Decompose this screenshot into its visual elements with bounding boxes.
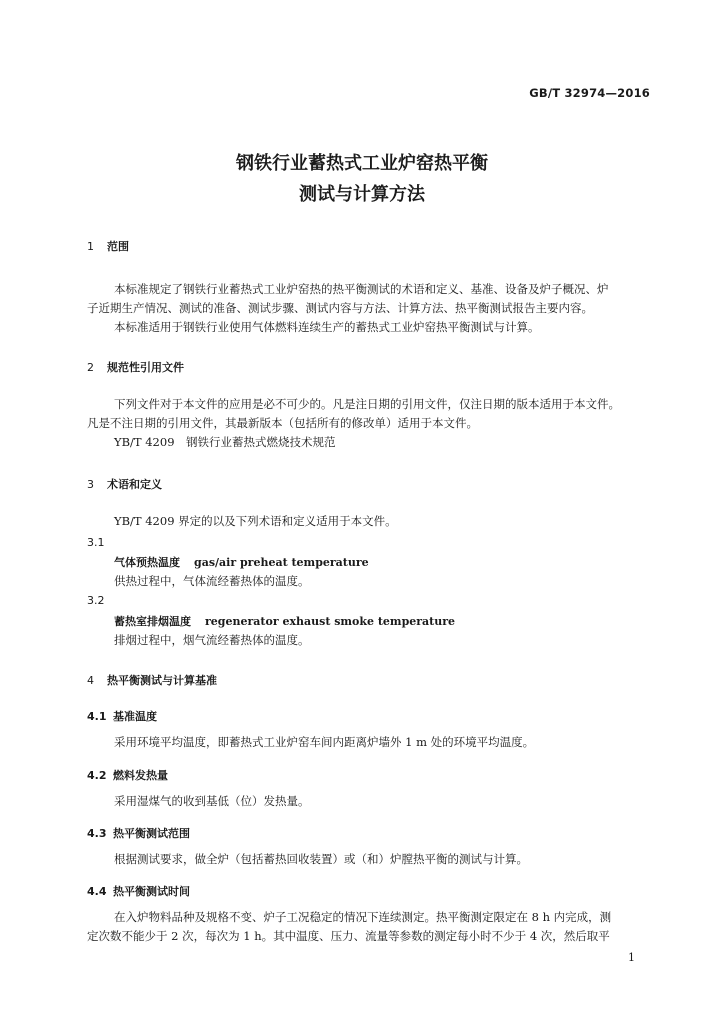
section-4-2-line: 采用湿煤气的收到基低（位）发热量。: [114, 794, 310, 808]
section-4-1-title: 基准温度: [113, 710, 157, 723]
section-2-p1-line-2: 凡是不注日期的引用文件，其最新版本（包括所有的修改单）适用于本文件。: [87, 416, 478, 430]
term-3-2-english: regenerator exhaust smoke temperature: [205, 615, 456, 628]
term-3-1: [114, 554, 369, 570]
section-3-heading: [87, 476, 162, 492]
section-4-2-heading: [87, 767, 168, 783]
section-2-number: 2: [87, 361, 94, 374]
section-4-3-heading: [87, 825, 190, 841]
section-4-4-line-2: 定次数不能少于 2 次，每次为 1 h。其中温度、压力、流量等参数的测定每小时不少于 4 次，然后取平: [87, 929, 610, 943]
term-3-1-chinese: 气体预热温度: [114, 556, 180, 569]
title-line-1: 钢铁行业蓄热式工业炉窑热平衡: [236, 153, 488, 174]
section-3-number: 3: [87, 478, 94, 491]
section-4-number: 4: [87, 674, 94, 687]
section-4-1-heading: [87, 708, 157, 724]
section-4-4-heading: [87, 883, 190, 899]
section-1-p1-line-1: 本标准规定了钢铁行业蓄热式工业炉窑热的热平衡测试的术语和定义、基准、设备及炉子概况、炉: [114, 282, 609, 296]
section-1-p1-line-2: 子近期生产情况、测试的准备、测试步骤、测试内容与方法、计算方法、热平衡测试报告主要内容。: [87, 301, 593, 315]
section-2-p1-line-1: 下列文件对于本文件的应用是必不可少的。凡是注日期的引用文件，仅注日期的版本适用于本文件。: [114, 397, 620, 411]
term-3-1-english: gas/air preheat temperature: [194, 556, 369, 569]
section-2-reference: [87, 433, 653, 452]
section-2-paragraph-1: [87, 395, 653, 433]
section-4-4-text: [87, 908, 653, 946]
term-3-1-definition: 供热过程中，气体流经蓄热体的温度。: [114, 574, 310, 588]
section-4-4-line-1: 在入炉物料品种及规格不变、炉子工况稳定的情况下连续测定。热平衡测定限定在 8 h 内完成，测: [114, 910, 612, 924]
page-number: 1: [628, 951, 635, 964]
section-4-3-text: [87, 850, 653, 869]
section-4-1-line: 采用环境平均温度，即蓄热式工业炉窑车间内距离炉墙外 1 m 处的环境平均温度。: [114, 735, 535, 749]
section-1-title: 范围: [107, 240, 129, 253]
section-1-paragraph-2: [87, 318, 653, 337]
section-2-title: 规范性引用文件: [107, 361, 184, 374]
term-3-1-id: 3.1: [87, 536, 105, 549]
section-3-title: 术语和定义: [107, 478, 162, 491]
section-4-2-title: 燃料发热量: [113, 769, 168, 782]
standard-code: GB/T 32974—2016: [529, 86, 650, 100]
section-4-1-number: 4.1: [87, 710, 107, 723]
section-4-4-title: 热平衡测试时间: [113, 885, 190, 898]
term-3-2-id: 3.2: [87, 594, 105, 607]
section-4-3-line: 根据测试要求，做全炉（包括蓄热回收装置）或（和）炉膛热平衡的测试与计算。: [114, 852, 528, 866]
document-title: [0, 148, 724, 210]
section-4-1-text: [87, 733, 653, 752]
term-3-2: [114, 613, 455, 629]
section-2-heading: [87, 359, 184, 375]
section-3-intro: [87, 512, 653, 531]
section-1-paragraph-1: [87, 280, 653, 318]
normative-reference-yb-t-4209: YB/T 4209 钢铁行业蓄热式燃烧技术规范: [114, 435, 336, 449]
section-1-number: 1: [87, 240, 94, 253]
section-1-heading: [87, 238, 129, 254]
section-1-p2-line: 本标准适用于钢铁行业使用气体燃料连续生产的蓄热式工业炉窑热平衡测试与计算。: [114, 320, 540, 334]
section-4-2-text: [87, 792, 653, 811]
section-4-title: 热平衡测试与计算基准: [107, 674, 217, 687]
term-3-2-definition: 排烟过程中，烟气流经蓄热体的温度。: [114, 633, 310, 647]
section-4-heading: [87, 672, 217, 688]
section-4-2-number: 4.2: [87, 769, 107, 782]
section-3-intro-line: YB/T 4209 界定的以及下列术语和定义适用于本文件。: [114, 514, 397, 528]
section-4-3-number: 4.3: [87, 827, 107, 840]
title-line-2: 测试与计算方法: [299, 184, 425, 205]
term-3-2-chinese: 蓄热室排烟温度: [114, 615, 191, 628]
section-4-3-title: 热平衡测试范围: [113, 827, 190, 840]
section-4-4-number: 4.4: [87, 885, 107, 898]
